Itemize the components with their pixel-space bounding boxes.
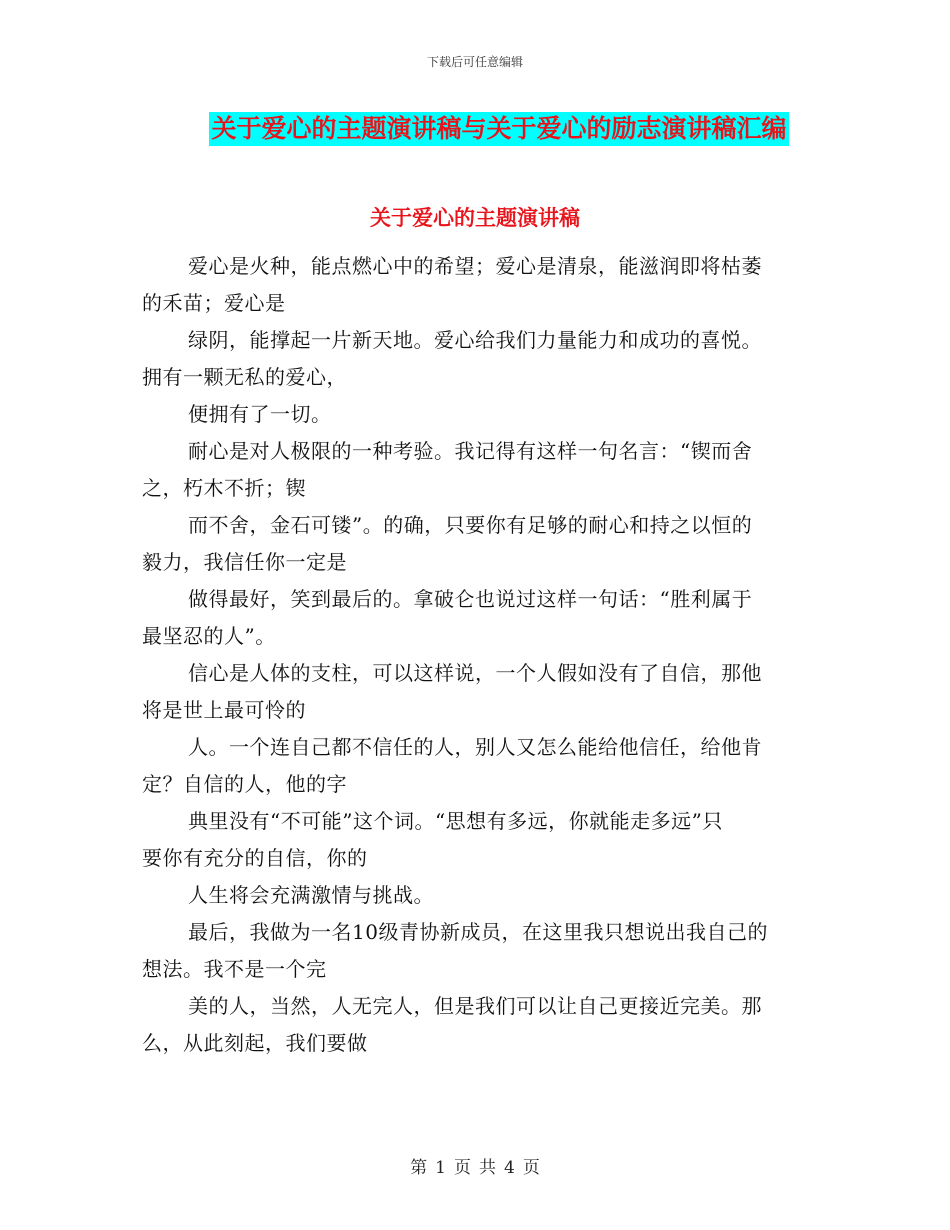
text-line: 典里没有“不可能”这个词。“思想有多远，你就能走多远”只	[188, 809, 723, 833]
body-text	[142, 248, 810, 1062]
text-line: 绿阴，能撑起一片新天地。爱心给我们力量能力和成功的喜悦。	[188, 328, 762, 352]
text-line: 而不舍，金石可镂”。的确，只要你有足够的耐心和持之以恒的	[188, 513, 753, 537]
text-line: 想法。我不是一个完	[142, 957, 327, 981]
text-line: 便拥有了一切。	[188, 402, 332, 426]
text-line: 爱心是火种，能点燃心中的希望；爱心是清泉，能滋润即将枯萎	[188, 254, 762, 278]
section-title: 关于爱心的主题演讲稿	[370, 205, 580, 230]
text-line: 毅力，我信任你一定是	[142, 550, 347, 574]
page-footer	[0, 1153, 950, 1178]
header-note: 下载后可任意编辑	[426, 55, 523, 69]
footer-prefix: 第	[410, 1158, 428, 1178]
text-line: 拥有一颗无私的爱心，	[142, 365, 347, 389]
text-line: 将是世上最可怜的	[142, 698, 306, 722]
footer-suffix: 页	[522, 1158, 540, 1178]
footer-total-pages: 4	[504, 1158, 515, 1178]
text-line: 最后，我做为一名10级青协新成员，在这里我只想说出我自己的	[188, 920, 768, 944]
text-line: 美的人，当然，人无完人，但是我们可以让自己更接近完美。那	[188, 994, 762, 1018]
text-line: 做得最好，笑到最后的。拿破仑也说过这样一句话：“胜利属于	[188, 587, 753, 611]
text-line: 最坚忍的人”。	[142, 624, 276, 648]
text-line: 么，从此刻起，我们要做	[142, 1031, 368, 1055]
main-title: 关于爱心的主题演讲稿与关于爱心的励志演讲稿汇编	[209, 112, 788, 146]
text-line: 人。一个连自己都不信任的人，别人又怎么能给他信任，给他肯	[188, 735, 762, 759]
text-line: 的禾苗；爱心是	[142, 291, 286, 315]
main-title-container	[0, 112, 950, 146]
text-line: 定？自信的人，他的字	[142, 772, 347, 796]
text-line: 之，朽木不折；锲	[142, 476, 306, 500]
text-line: 人生将会充满激情与挑战。	[188, 883, 434, 907]
text-line: 要你有充分的自信，你的	[142, 846, 368, 870]
footer-total-word: 共	[479, 1158, 496, 1178]
footer-page-number: 1	[435, 1158, 446, 1178]
footer-page-word: 页	[454, 1158, 471, 1178]
text-line: 信心是人体的支柱，可以这样说，一个人假如没有了自信，那他	[188, 661, 762, 685]
text-line: 耐心是对人极限的一种考验。我记得有这样一句名言：“锲而舍	[188, 439, 753, 463]
